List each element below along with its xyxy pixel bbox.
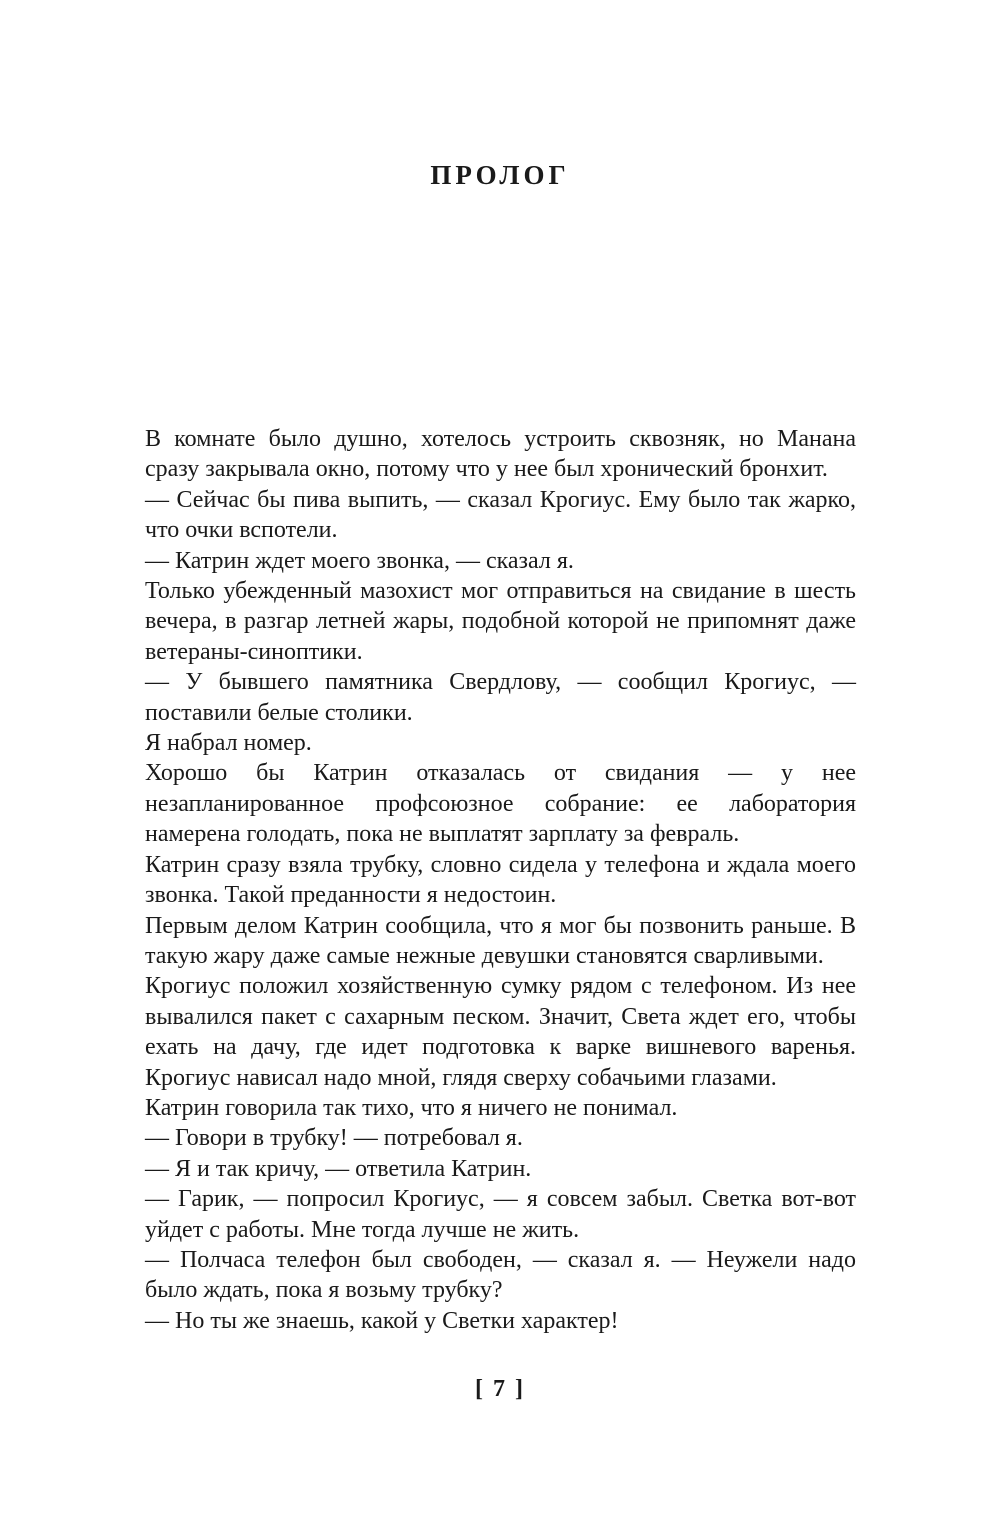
- paragraph: Катрин сразу взяла трубку, словно сидела у телефона и ждала моего звонка. Такой преданности я недостоин.: [145, 851, 856, 909]
- paragraph: Я набрал номер.: [145, 730, 312, 757]
- paragraph: Хорошо бы Катрин отказалась от свидания — у нее незапланированное профсоюзное собрание: ее лаборатория намерена голодать, пока не выплатят зарплату за февраль.: [145, 760, 856, 848]
- paragraph: Катрин говорила так тихо, что я ничего не понимал.: [145, 1094, 678, 1121]
- page-number: [ 7 ]: [475, 1376, 525, 1402]
- paragraph: — Говори в трубку! — потребовал я.: [145, 1125, 523, 1152]
- paragraph: — Сейчас бы пива выпить, — сказал Крогиус. Ему было так жарко, что очки вспотели.: [145, 486, 856, 544]
- paragraph: Крогиус положил хозяйственную сумку рядом с телефоном. Из нее вывалился пакет с сахарным песком. Значит, Света ждет его, чтобы ехать на дачу, где идет подготовка к варке вишневого варенья. Крогиус нависал надо мной, глядя сверху собачьими глазами.: [145, 973, 856, 1091]
- paragraph: — У бывшего памятника Свердлову, — сообщил Крогиус, — поставили белые столики.: [145, 669, 856, 726]
- paragraph: — Гарик, — попросил Крогиус, — я совсем забыл. Светка вот-вот уйдет с работы. Мне тогда лучше не жить.: [145, 1186, 856, 1243]
- paragraph: — Катрин ждет моего звонка, — сказал я.: [145, 547, 574, 574]
- paragraph: В комнате было душно, хотелось устроить сквозняк, но Манана сразу закрывала окно, потому что у нее был хронический бронхит.: [145, 426, 856, 483]
- paragraph: — Полчаса телефон был свободен, — сказал я. — Неужели надо было ждать, пока я возьму трубку?: [145, 1246, 856, 1304]
- paragraph: — Но ты же знаешь, какой у Светки характер!: [145, 1307, 619, 1334]
- paragraph: — Я и так кричу, — ответила Катрин.: [145, 1155, 532, 1182]
- paragraph: Только убежденный мазохист мог отправиться на свидание в шесть вечера, в разгар летней жары, подобной которой не припомнят даже ветераны-синоптики.: [145, 578, 856, 665]
- paragraph: Первым делом Катрин сообщила, что я мог бы позвонить раньше. В такую жару даже самые нежные девушки становятся сварливыми.: [145, 912, 856, 969]
- chapter-title: ПРОЛОГ: [430, 160, 570, 190]
- body-text: [145, 424, 856, 1336]
